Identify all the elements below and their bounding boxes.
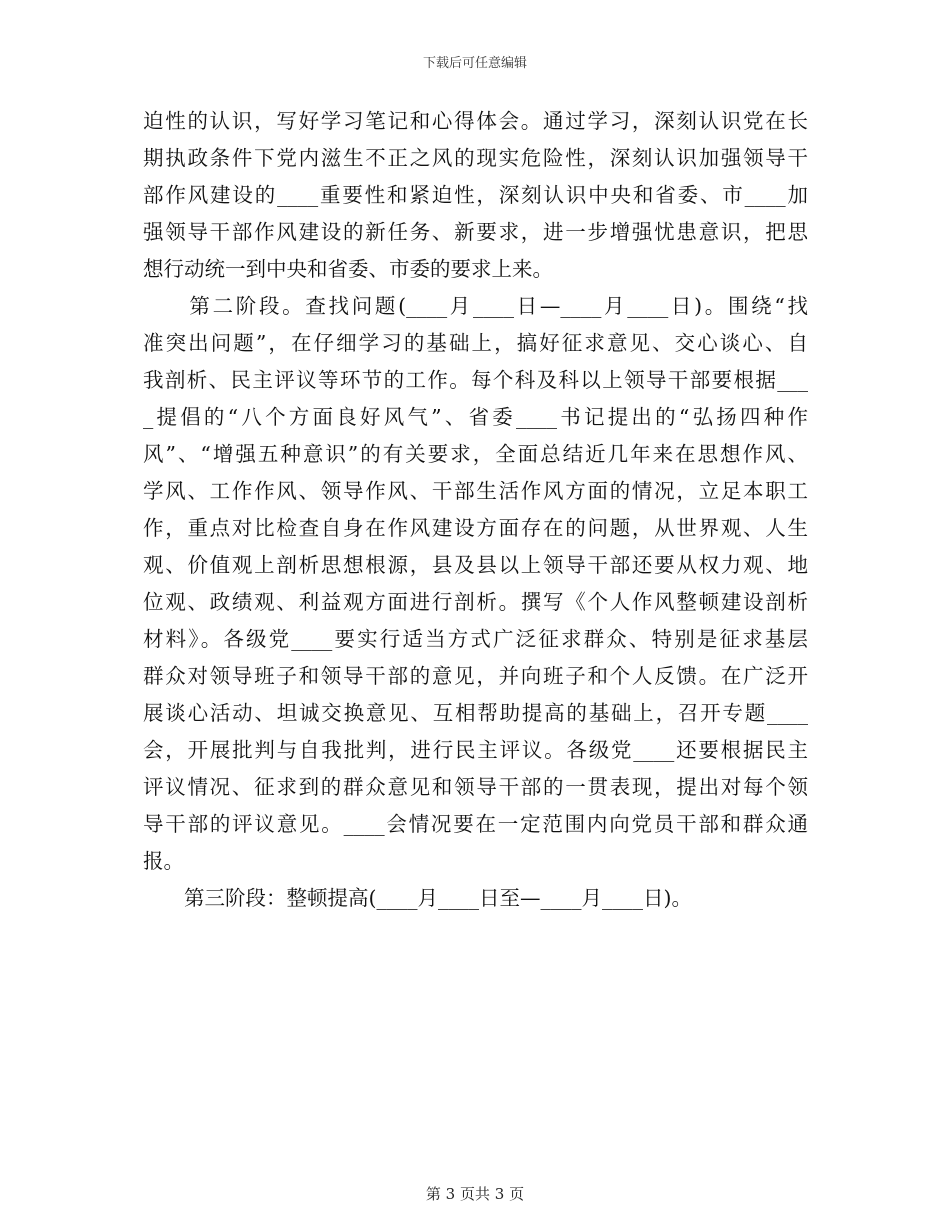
paragraph-line: 第三阶段：整顿提高(____月____日至—____月____日)。: [143, 886, 692, 910]
paragraph-line: 我剖析、民主评议等环节的工作。每个科及科以上领导干部要根据___: [143, 368, 808, 392]
paragraph-line: 风”、“增强五种意识”的有关要求，全面总结近几年来在思想作风、: [143, 442, 808, 466]
paragraph-line: 期执政条件下党内滋生不正之风的现实危险性，深刻认识加强领导干: [143, 146, 808, 170]
paragraph-line: 群众对领导班子和领导干部的意见，并向班子和个人反馈。在广泛开: [143, 664, 808, 688]
page-header-note: 下载后可任意编辑: [422, 56, 527, 71]
paragraph-line: 导干部的评议意见。____会情况要在一定范围内向党员干部和群众通: [143, 812, 808, 836]
paragraph-line: 强领导干部作风建设的新任务、新要求，进一步增强忧患意识，把思: [143, 220, 808, 244]
paragraph-line: 材料》。各级党____要实行适当方式广泛征求群众、特别是征求基层: [143, 627, 808, 651]
paragraph-line: 部作风建设的____重要性和紧迫性，深刻认识中央和省委、市____加: [143, 183, 808, 207]
paragraph-line: 会，开展批判与自我批判，进行民主评议。各级党____还要根据民主: [143, 738, 808, 762]
paragraph-line: 学风、工作作风、领导作风、干部生活作风方面的情况，立足本职工: [143, 479, 808, 503]
paragraph-line: 报。: [143, 849, 184, 873]
paragraph-line: 位观、政绩观、利益观方面进行剖析。撰写《个人作风整顿建设剖析: [143, 590, 808, 614]
paragraph-line: _提倡的“八个方面良好风气”、省委____书记提出的“弘扬四种作: [143, 405, 808, 429]
paragraph-line: 准突出问题”，在仔细学习的基础上，搞好征求意见、交心谈心、自: [143, 331, 808, 355]
paragraph-line: 评议情况、征求到的群众意见和领导干部的一贯表现，提出对每个领: [143, 775, 808, 799]
paragraph-line: 观、价值观上剖析思想根源，县及县以上领导干部还要从权力观、地: [143, 553, 808, 577]
paragraph-line: 展谈心活动、坦诚交换意见、互相帮助提高的基础上，召开专题____: [143, 701, 808, 725]
paragraph-line: 迫性的认识，写好学习笔记和心得体会。通过学习，深刻认识党在长: [143, 109, 808, 133]
paragraph-line: 想行动统一到中央和省委、市委的要求上来。: [143, 257, 553, 281]
paragraph-line: 作，重点对比检查自身在作风建设方面存在的问题，从世界观、人生: [143, 516, 808, 540]
page-footer-number: 第 3 页共 3 页: [425, 1185, 525, 1203]
paragraph-line: 第二阶段。查找问题(____月____日—____月____日)。围绕“找: [143, 294, 808, 318]
document-body: [143, 103, 808, 917]
